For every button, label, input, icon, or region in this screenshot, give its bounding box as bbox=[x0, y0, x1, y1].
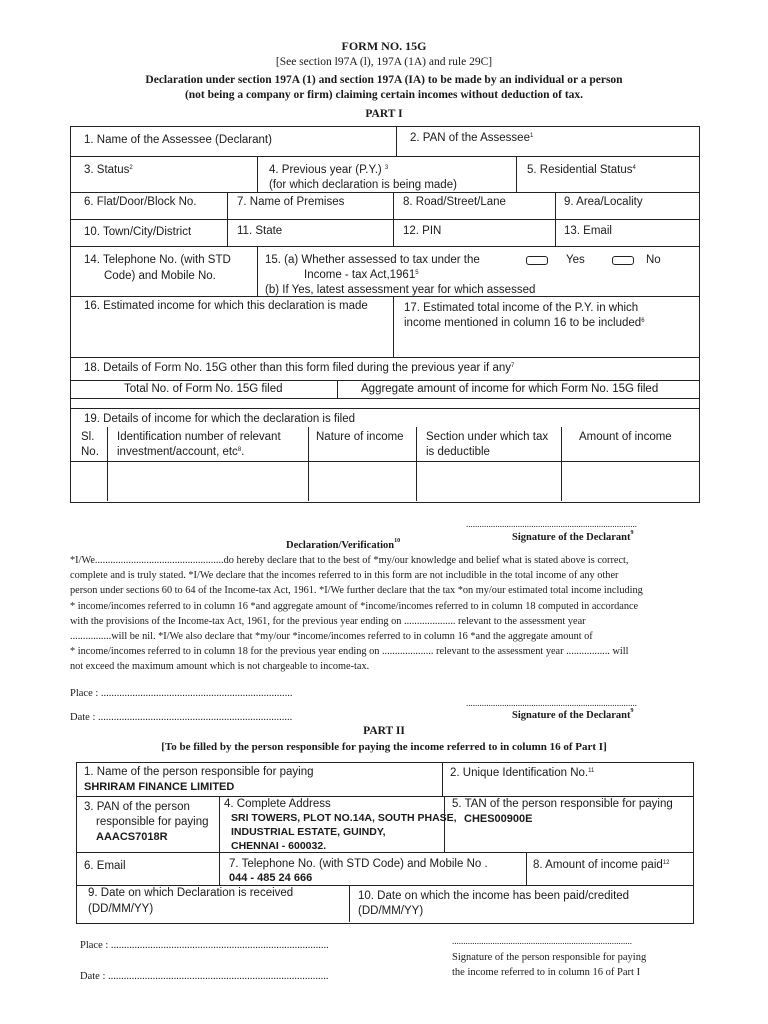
col-sl-no: Sl. bbox=[81, 431, 95, 443]
field-income-details: 19. Details of income for which the declaration is filed bbox=[84, 413, 356, 425]
footer-date-field: Date : .................................................................................... bbox=[80, 971, 329, 982]
declaration-line: person under sections 60 to 64 of the Income-tax Act, 1961. *I/We further declare that the tax *on my/our estimated total income including bbox=[70, 585, 643, 597]
address-value-line2: INDUSTRIAL ESTATE, GUINDY, bbox=[231, 826, 386, 838]
row-divider bbox=[76, 852, 694, 853]
field-estimated-total-income: 17. Estimated total income of the P.Y. in which bbox=[404, 302, 639, 314]
col-divider bbox=[561, 427, 562, 501]
declaration-line: *I/We..................................................do hereby declare that to the best of *my/our knowledge and belief what is stated above is correct, bbox=[70, 555, 629, 566]
no-label: No bbox=[646, 254, 661, 266]
col-nature-of-income: Nature of income bbox=[316, 431, 404, 443]
field-latest-assessment-year: (b) If Yes, latest assessment year for which assessed bbox=[265, 284, 536, 296]
col-divider bbox=[308, 427, 309, 501]
field-previous-year: 4. Previous year (P.Y.) $^3$ bbox=[269, 164, 389, 176]
field-declaration-received-date-format: (DD/MM/YY) bbox=[88, 903, 154, 915]
declaration-line: not exceed the maximum amount which is not chargeable to income-tax. bbox=[70, 661, 370, 673]
footer-place-field: Place : ................................................................................... bbox=[80, 940, 329, 951]
form-number: FORM NO. 15G bbox=[341, 39, 427, 53]
col-section: Section under which tax bbox=[426, 431, 549, 443]
declaration-line: ................will be nil. *I/We also declare that *my/our *income/incomes referred to in column 16 *and the aggregate amount of bbox=[70, 631, 593, 643]
signature-line: ............................................................................ bbox=[466, 698, 637, 708]
col-divider bbox=[393, 296, 394, 357]
yes-checkbox[interactable] bbox=[526, 256, 548, 265]
col-divider bbox=[444, 796, 445, 852]
field-state: 11. State bbox=[237, 225, 283, 237]
field-residential-status: 5. Residential Status$^4$ bbox=[527, 164, 636, 176]
col-identification-number: Identification number of relevant bbox=[117, 431, 281, 443]
field-unique-identification: 2. Unique Identification No.$^{11}$ bbox=[450, 767, 595, 779]
row-divider bbox=[70, 461, 700, 462]
form-declaration-line2: (not being a company or firm) claiming certain incomes without deduction of tax. bbox=[184, 89, 584, 101]
row-divider bbox=[70, 408, 700, 409]
col-divider bbox=[219, 796, 220, 885]
field-payer-tan: 5. TAN of the person responsible for paying bbox=[452, 798, 673, 810]
field-amount-of-income-paid: 8. Amount of income paid$^{12}$ bbox=[533, 859, 670, 871]
address-value-line1: SRI TOWERS, PLOT NO.14A, SOUTH PHASE, bbox=[231, 812, 457, 824]
field-assessed-to-tax: 15. (a) Whether assessed to tax under the bbox=[265, 254, 480, 266]
date-field: Date : .......................................................................... bbox=[70, 712, 293, 723]
field-payer-pan-line2: responsible for paying bbox=[96, 816, 209, 828]
payer-name-value: SHRIRAM FINANCE LIMITED bbox=[84, 781, 235, 793]
col-identification-number-line2: investment/account, etc$^8$. bbox=[117, 446, 245, 458]
footer-signature-label bbox=[452, 950, 646, 980]
col-divider bbox=[257, 156, 258, 192]
payer-telephone-value: 044 - 485 24 666 bbox=[229, 872, 313, 884]
field-telephone-line2: Code) and Mobile No. bbox=[104, 270, 216, 282]
footer-signature-label-line2: the income referred to in column 16 of Part I bbox=[452, 967, 641, 978]
row-divider bbox=[70, 398, 700, 399]
col-divider bbox=[516, 156, 517, 192]
col-divider bbox=[349, 885, 350, 922]
field-status: 3. Status$^2$ bbox=[84, 164, 133, 176]
field-estimated-income: 16. Estimated income for which this declaration is made bbox=[84, 300, 368, 312]
declaration-title: Declaration/Verification$^{10}$ bbox=[286, 538, 401, 551]
part2-title: PART II bbox=[363, 725, 405, 737]
no-checkbox[interactable] bbox=[612, 256, 634, 265]
field-area-locality: 9. Area/Locality bbox=[564, 196, 643, 208]
part2-subtitle: [To be filled by the person responsible for paying the income referred to in column 16 of Part I] bbox=[161, 741, 607, 753]
field-name-of-assessee: 1. Name of the Assessee (Declarant) bbox=[84, 134, 272, 146]
col-divider bbox=[526, 852, 527, 885]
footer-signature-line: ................................................................................ bbox=[452, 936, 632, 946]
field-assessed-to-tax-line2: Income - tax Act,1961$^5$ bbox=[304, 269, 419, 281]
col-divider bbox=[442, 762, 443, 796]
field-road-street-lane: 8. Road/Street/Lane bbox=[403, 196, 506, 208]
field-payer-email: 6. Email bbox=[84, 860, 126, 872]
field-declaration-received-date: 9. Date on which Declaration is received bbox=[88, 887, 294, 899]
col-total-no-of-form: Total No. of Form No. 15G filed bbox=[124, 383, 283, 395]
field-town-city-district: 10. Town/City/District bbox=[84, 226, 192, 238]
declaration-line: with the provisions of the Income-tax Act, 1961, for the previous year ending on .................... relevant to the assessment year bbox=[70, 615, 586, 627]
declaration-text bbox=[70, 553, 696, 675]
field-payer-name: 1. Name of the person responsible for paying bbox=[84, 766, 314, 778]
col-divider bbox=[337, 380, 338, 398]
col-divider bbox=[107, 427, 108, 501]
col-section-line2: is deductible bbox=[426, 446, 490, 458]
row-divider bbox=[70, 246, 700, 247]
field-complete-address: 4. Complete Address bbox=[224, 798, 331, 810]
payer-tan-value: CHES00900E bbox=[464, 813, 533, 825]
yes-label: Yes bbox=[566, 254, 585, 266]
field-email: 13. Email bbox=[564, 225, 612, 237]
field-pin: 12. PIN bbox=[403, 225, 442, 237]
place-field: Place : ......................................................................... bbox=[70, 688, 293, 699]
declaration-line: complete and is truly stated. *I/We declare that the incomes referred to in this form are not includible in the total income of any other bbox=[70, 570, 619, 582]
row-divider bbox=[70, 380, 700, 381]
field-payer-telephone: 7. Telephone No. (with STD Code) and Mobile No . bbox=[229, 858, 488, 870]
col-sl-no-line2: No. bbox=[81, 446, 99, 458]
col-divider bbox=[416, 427, 417, 501]
field-name-of-premises: 7. Name of Premises bbox=[237, 196, 345, 208]
declaration-line: * income/incomes referred to in column 18 for the previous year ending on .................... relevant to the assessment year ................. will bbox=[70, 646, 629, 658]
field-income-paid-date-format: (DD/MM/YY) bbox=[358, 905, 424, 917]
col-divider bbox=[555, 192, 556, 246]
field-form15g-details: 18. Details of Form No. 15G other than this form filed during the previous year if any$^7$ bbox=[84, 362, 515, 374]
signature-line: ............................................................................ bbox=[466, 519, 637, 529]
payer-pan-value: AAACS7018R bbox=[96, 831, 168, 843]
col-divider bbox=[393, 192, 394, 246]
col-amount-of-income: Amount of income bbox=[579, 431, 672, 443]
part1-title: PART I bbox=[365, 108, 403, 120]
col-divider bbox=[227, 192, 228, 246]
field-income-paid-date: 10. Date on which the income has been paid/credited bbox=[358, 890, 630, 902]
field-payer-pan: 3. PAN of the person bbox=[84, 801, 190, 813]
signature-of-declarant-label: Signature of the Declarant$^9$ bbox=[512, 708, 634, 721]
field-pan-of-assessee: 2. PAN of the Assessee$^1$ bbox=[410, 132, 534, 144]
footer-signature-label-line1: Signature of the person responsible for paying bbox=[452, 952, 647, 963]
field-previous-year-note: (for which declaration is being made) bbox=[269, 179, 457, 191]
signature-of-declarant-label: Signature of the Declarant$^9$ bbox=[512, 530, 634, 543]
address-value-line3: CHENNAI - 600032. bbox=[231, 840, 327, 852]
col-aggregate-amount: Aggregate amount of income for which Form No. 15G filed bbox=[361, 383, 659, 395]
row-divider bbox=[70, 219, 700, 220]
col-divider bbox=[257, 246, 258, 296]
field-telephone: 14. Telephone No. (with STD bbox=[84, 254, 231, 266]
row-divider bbox=[70, 357, 700, 358]
form-see-section: [See section l97A (l), 197A (1A) and rule 29C] bbox=[275, 56, 493, 68]
form-declaration-line1: Declaration under section 197A (1) and section 197A (IA) to be made by an individual or a person bbox=[145, 74, 623, 86]
row-divider bbox=[70, 156, 700, 157]
field-estimated-total-income-line2: income mentioned in column 16 to be included$^6$ bbox=[404, 317, 645, 329]
declaration-line: * income/incomes referred to in column 16 *and aggregate amount of *income/incomes referred to in column 18 computed in accordance bbox=[70, 600, 639, 612]
col-divider bbox=[396, 126, 397, 156]
field-flat-door-block: 6. Flat/Door/Block No. bbox=[84, 196, 197, 208]
